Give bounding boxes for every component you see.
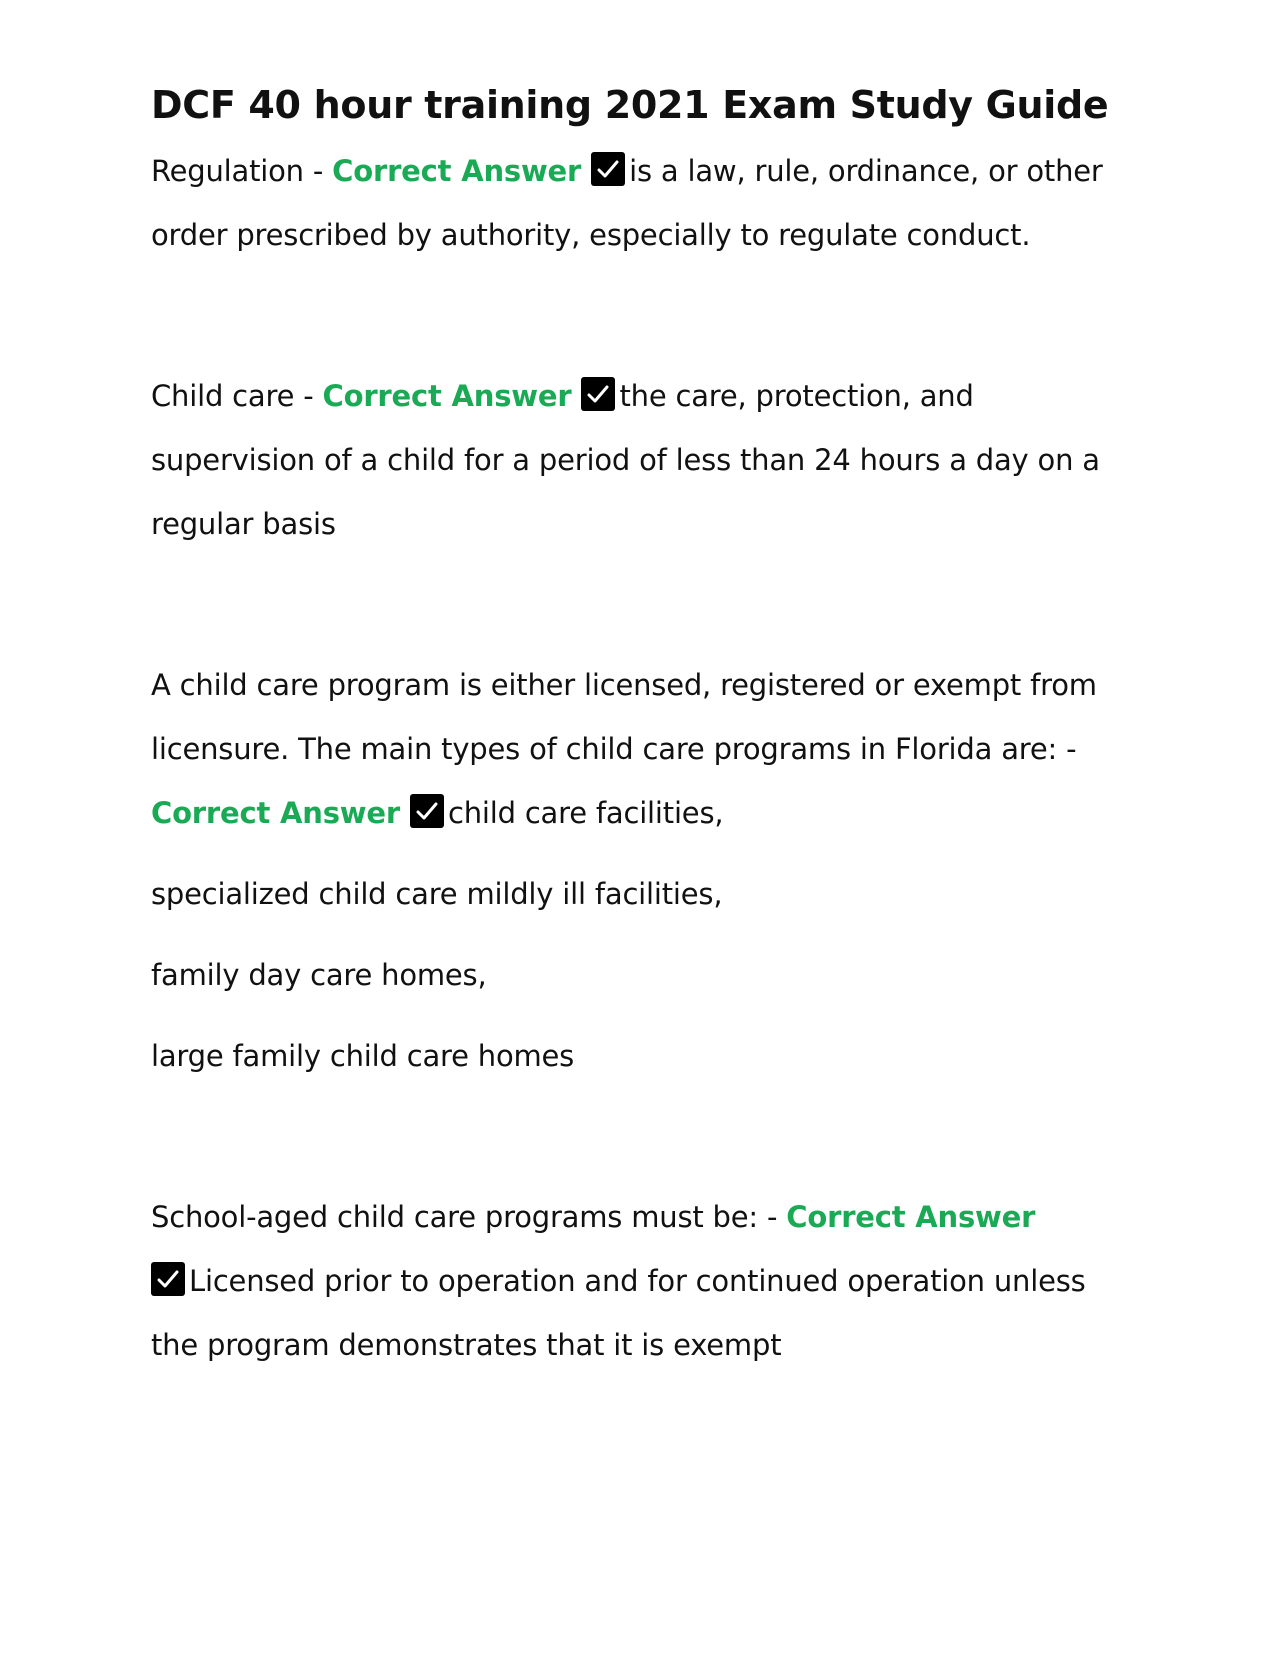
question-text: A child care program is either licensed, registered or exempt from licensure. The main types of child care programs in Florida are: - — [151, 668, 1097, 766]
answer-text: Licensed prior to operation and for continued operation unless the program demonstrates that it is exempt — [151, 1264, 1086, 1362]
check-mark-icon — [410, 794, 444, 828]
answer-line-family-day-care: family day care homes, — [151, 958, 487, 992]
answer-text: child care facilities, — [447, 796, 724, 830]
correct-answer-label: Correct Answer — [332, 154, 582, 188]
check-mark-icon — [581, 377, 615, 411]
correct-answer-label: Correct Answer — [786, 1200, 1036, 1234]
answer-line-mildly-ill: specialized child care mildly ill facilities, — [151, 877, 723, 911]
question-text: Child care - — [151, 379, 323, 413]
answer-line-large-family: large family child care homes — [151, 1039, 575, 1073]
qa-item-program-types — [151, 653, 1131, 845]
check-mark-icon — [591, 152, 625, 186]
qa-item-regulation — [151, 139, 1131, 267]
study-guide-page — [151, 76, 1131, 1377]
qa-item-school-aged — [151, 1185, 1131, 1377]
correct-answer-label: Correct Answer — [151, 796, 400, 830]
correct-answer-label: Correct Answer — [322, 379, 572, 413]
question-text: Regulation - — [151, 154, 333, 188]
qa-item-child-care — [151, 364, 1131, 556]
question-text: School-aged child care programs must be: - — [151, 1200, 787, 1234]
answer-text: the care, protection, and supervision of a child for a period of less than 24 hours a day on a regular basis — [151, 379, 1100, 541]
document-title: DCF 40 hour training 2021 Exam Study Guide — [151, 83, 1109, 127]
check-mark-icon — [151, 1262, 185, 1296]
answer-text: is a law, rule, ordinance, or other order prescribed by authority, especially to regulate conduct. — [151, 154, 1103, 252]
